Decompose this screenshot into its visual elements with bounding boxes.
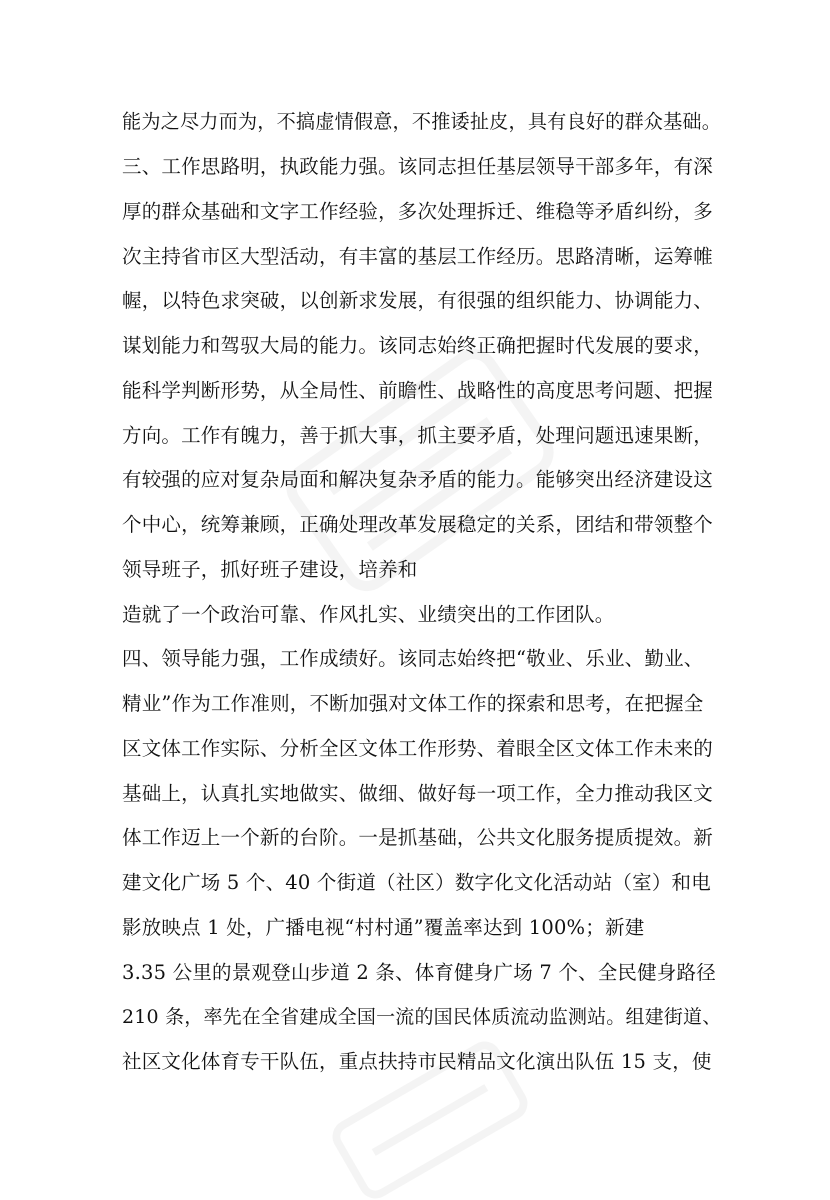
text-line: 三、工作思路明，执政能力强。该同志担任基层领导干部多年，有深 (122, 155, 714, 178)
text-line: 精业”作为工作准则，不断加强对文体工作的探索和思考，在把握全 (122, 692, 704, 715)
text-line: 影放映点 1 处，广播电视“村村通”覆盖率达到 100%；新建 (122, 916, 645, 939)
text-line: 幄，以特色求突破，以创新求发展，有很强的组织能力、协调能力、 (122, 289, 714, 312)
text-line: 领导班子，抓好班子建设，培养和 (122, 558, 418, 581)
text-line: 造就了一个政治可靠、作风扎实、业绩突出的工作团队。 (122, 603, 615, 626)
text-line: 个中心，统筹兼顾，正确处理改革发展稳定的关系，团结和带领整个 (122, 513, 714, 536)
text-line: 建文化广场 5 个、40 个街道（社区）数字化文化活动站（室）和电 (122, 871, 711, 894)
text-line: 次主持省市区大型活动，有丰富的基层工作经历。思路清晰，运筹帷 (122, 245, 714, 268)
text-line: 基础上，认真扎实地做实、做细、做好每一项工作，全力推动我区文 (122, 782, 714, 805)
text-line: 能为之尽力而为，不搞虚情假意，不推诿扯皮，具有良好的群众基础。 (122, 110, 722, 133)
text-line: 厚的群众基础和文字工作经验，多次处理拆迁、维稳等矛盾纠纷，多 (122, 200, 714, 223)
text-line: 方向。工作有魄力，善于抓大事，抓主要矛盾，处理问题迅速果断， (122, 424, 714, 447)
text-line: 四、领导能力强，工作成绩好。该同志始终把“敬业、乐业、勤业、 (122, 647, 704, 670)
text-line: 3.35 公里的景观登山步道 2 条、体育健身广场 7 个、全民健身路径 (122, 961, 716, 984)
text-line: 社区文化体育专干队伍，重点扶持市民精品文化演出队伍 15 支，使 (122, 1050, 712, 1073)
text-line: 谋划能力和驾驭大局的能力。该同志始终正确把握时代发展的要求， (122, 334, 714, 357)
text-line: 有较强的应对复杂局面和解决复杂矛盾的能力。能够突出经济建设这 (122, 468, 714, 491)
text-line: 210 条，率先在全省建成全国一流的国民体质流动监测站。组建街道、 (122, 1006, 722, 1028)
text-line: 体工作迈上一个新的台阶。一是抓基础，公共文化服务提质提效。新 (122, 826, 714, 849)
text-line: 区文体工作实际、分析全区文体工作形势、着眼全区文体工作未来的 (122, 737, 714, 760)
text-line: 能科学判断形势，从全局性、前瞻性、战略性的高度思考问题、把握 (122, 379, 714, 402)
